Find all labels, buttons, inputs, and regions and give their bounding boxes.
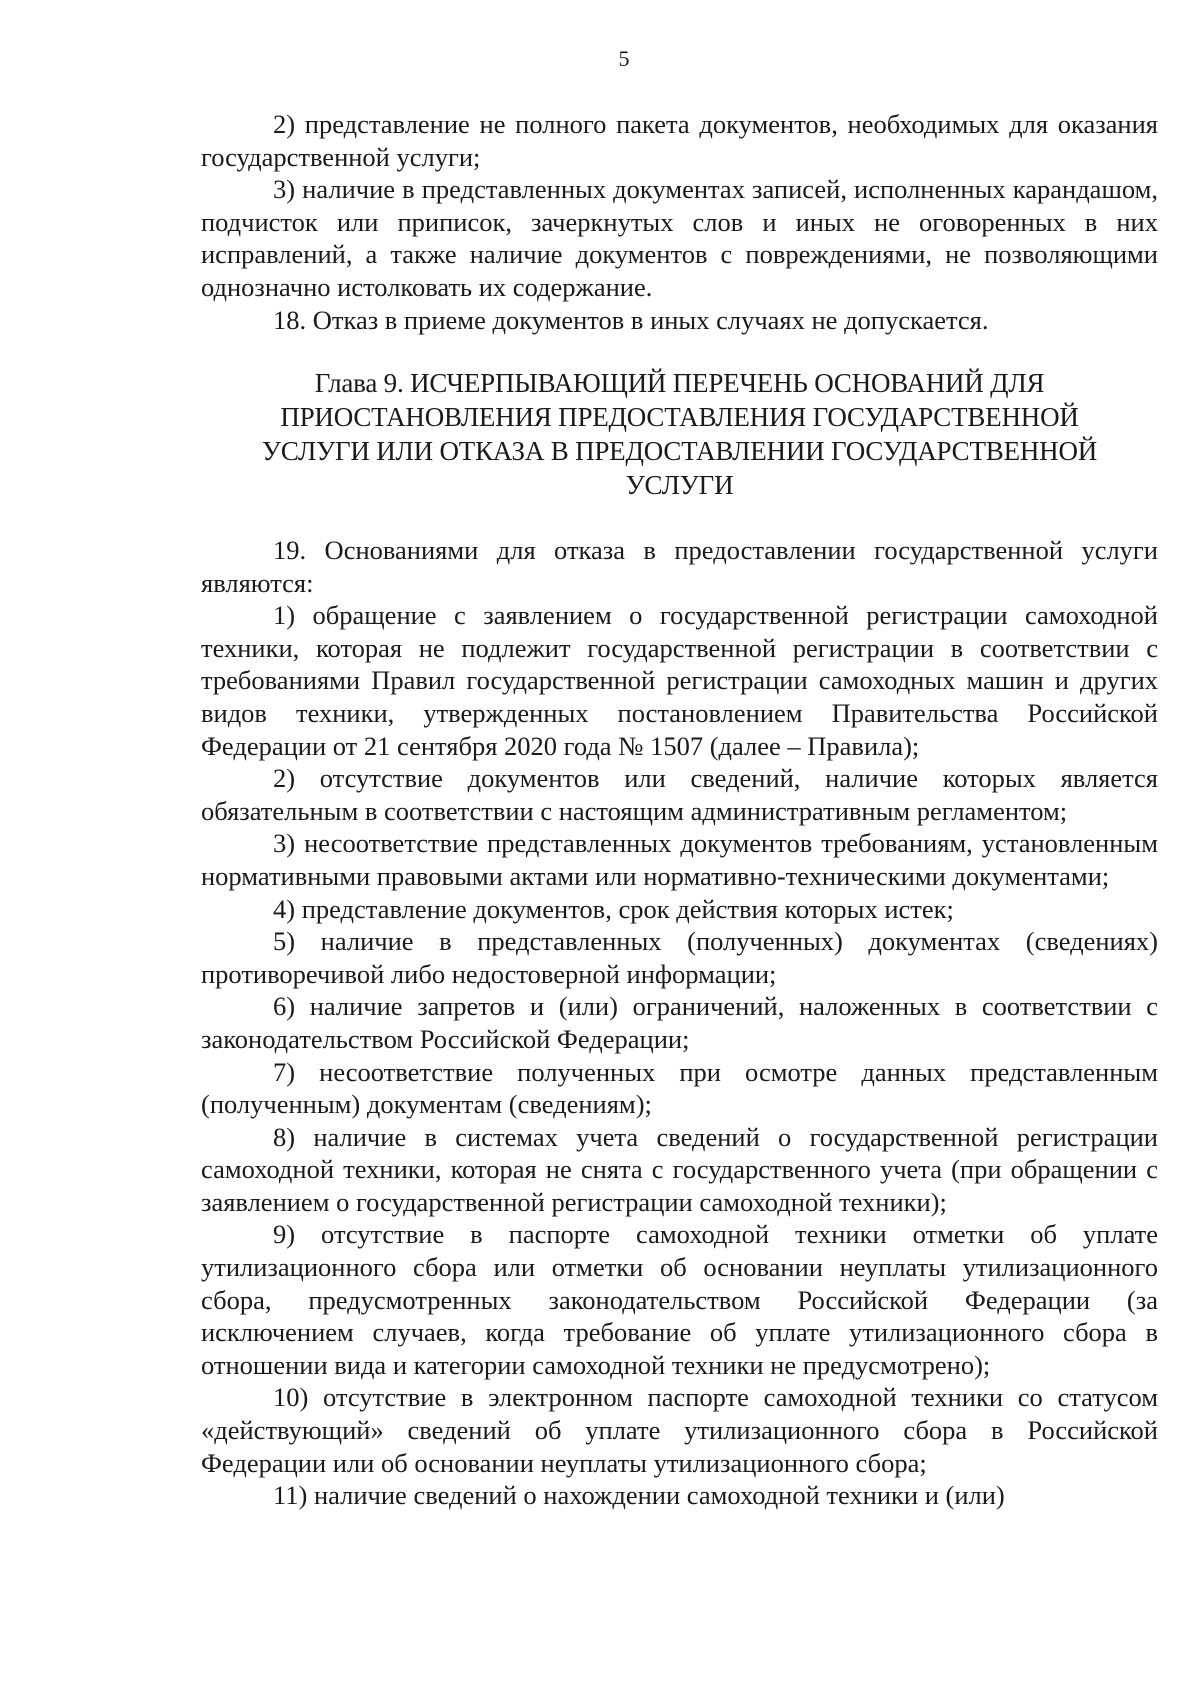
paragraph-19-item-1: 1) обращение с заявлением о государственной регистрации самоходной техники, которая не подлежит государственной регистрации в соответствии с требованиями Правил государственной регистрации самоходных машин и других видов техники, утвержденных постановлением Правительства Российской Федерации от 21 сентября 2020 года № 1507 (далее – Правила); (201, 600, 1158, 761)
paragraph-19-item-5: 5) наличие в представленных (полученных) документах (сведениях) противоречивой либо недостоверной информации; (201, 926, 1158, 989)
paragraph-19-item-2: 2) отсутствие документов или сведений, наличие которых является обязательным в соответствии с настоящим административным регламентом; (201, 763, 1158, 826)
main-text-block (201, 534, 1158, 1512)
paragraph-19-item-3: 3) несоответствие представленных документов требованиям, установленным нормативными правовыми актами или нормативно-техническими документами; (201, 828, 1158, 891)
paragraph-19: 19. Основаниями для отказа в предоставлении государственной услуги являются: (201, 535, 1158, 598)
chapter-heading-line-3: УСЛУГИ ИЛИ ОТКАЗА В ПРЕДОСТАВЛЕНИИ ГОСУДАРСТВЕННОЙ (261, 436, 1098, 466)
paragraph-19-item-8: 8) наличие в системах учета сведений о государственной регистрации самоходной техники, которая не снята с государственного учета (при обращении с заявлением о государственной регистрации самоходной техники); (201, 1121, 1158, 1217)
chapter-heading-line-4: УСЛУГИ (625, 470, 734, 500)
paragraph-19-item-9: 9) отсутствие в паспорте самоходной техники отметки об уплате утилизационного сбора или отметки об основании неуплаты утилизационного сбора, предусмотренных законодательством Российской Федерации (за исключением случаев, когда требование об уплате утилизационного сбора в отношении вида и категории самоходной техники не предусмотрено); (201, 1219, 1158, 1380)
chapter-heading (201, 366, 1158, 502)
page-number: 5 (618, 46, 630, 71)
chapter-heading-line-1: Глава 9. ИСЧЕРПЫВАЮЩИЙ ПЕРЕЧЕНЬ ОСНОВАНИЙ ДЛЯ (314, 368, 1045, 398)
paragraph-19-item-10: 10) отсутствие в электронном паспорте самоходной техники со статусом «действующий» сведений об уплате утилизационного сбора в Российской Федерации или об основании неуплаты утилизационного сбора; (201, 1382, 1158, 1478)
paragraph-19-item-11: 11) наличие сведений о нахождении самоходной техники и (или) (273, 1480, 1005, 1511)
paragraph-item-3: 3) наличие в представленных документах записей, исполненных карандашом, подчисток или приписок, зачеркнутых слов и иных не оговоренных в них исправлений, а также наличие документов с повреждениями, не позволяющими однозначно истолковать их содержание. (201, 174, 1158, 302)
paragraph-19-item-4: 4) представление документов, срок действия которых истек; (273, 893, 954, 924)
paragraph-18: 18. Отказ в приеме документов в иных случаях не допускается. (273, 304, 989, 335)
top-text-block (201, 108, 1158, 336)
paragraph-item-2: 2) представление не полного пакета документов, необходимых для оказания государственной услуги; (201, 109, 1158, 172)
paragraph-19-item-6: 6) наличие запретов и (или) ограничений, наложенных в соответствии с законодательством Российской Федерации; (201, 991, 1158, 1054)
chapter-heading-line-2: ПРИОСТАНОВЛЕНИЯ ПРЕДОСТАВЛЕНИЯ ГОСУДАРСТВЕННОЙ (280, 402, 1079, 432)
paragraph-19-item-7: 7) несоответствие полученных при осмотре данных представленным (полученным) документам (сведениям); (201, 1056, 1158, 1120)
